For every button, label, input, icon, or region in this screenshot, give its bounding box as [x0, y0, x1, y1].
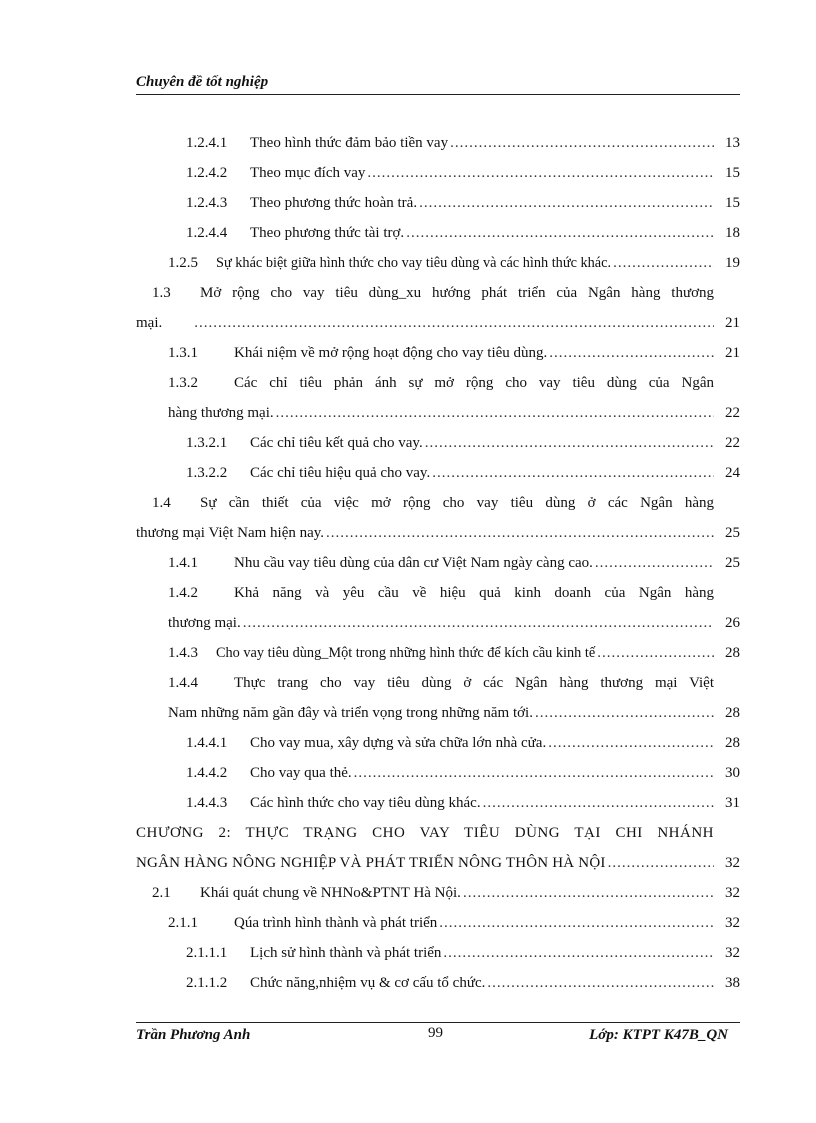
toc-entry-text-line1: Mở rộng cho vay tiêu dùng_xu hướng phát triển của Ngân hàng thương: [200, 285, 714, 301]
toc-entry-text-line1: Khả năng và yêu cầu về hiệu quả kinh doanh của Ngân hàng: [234, 585, 714, 601]
toc-entry-number: 2.1.1: [168, 915, 198, 931]
toc-entry[interactable]: [136, 218, 740, 248]
toc-entry-page: 38: [725, 975, 740, 991]
toc-entry-page: 28: [725, 645, 740, 661]
toc-leader-dots: [483, 788, 714, 818]
toc-leader-dots: [243, 608, 714, 638]
toc-entry[interactable]: [136, 158, 740, 188]
toc-entry-first-line[interactable]: [136, 278, 740, 308]
toc-entry[interactable]: [136, 908, 740, 938]
toc-entry-page: 31: [725, 795, 740, 811]
toc-entry-first-line[interactable]: [136, 368, 740, 398]
toc-entry[interactable]: [136, 308, 740, 338]
toc-entry[interactable]: [136, 338, 740, 368]
toc-entry-text: mại.: [136, 315, 163, 331]
toc-entry-text: Khái niệm về mở rộng hoạt động cho vay tiêu dùng.: [234, 345, 548, 361]
toc-leader-dots: [450, 128, 714, 158]
toc-entry-text: Theo phương thức tài trợ.: [250, 225, 405, 241]
toc-entry-text: Các chỉ tiêu kết quả cho vay.: [250, 435, 423, 451]
toc-entry[interactable]: [136, 728, 740, 758]
toc-entry[interactable]: [136, 548, 740, 578]
toc-entry-text: Qúa trình hình thành và phát triển: [234, 915, 438, 931]
toc-entry-text: Cho vay tiêu dùng_Một trong những hình thức để kích cầu kinh tế: [216, 645, 596, 661]
toc-entry-page: 22: [725, 405, 740, 421]
toc-leader-dots: [463, 878, 714, 908]
toc-entry-text: Sự khác biệt giữa hình thức cho vay tiêu dùng và các hình thức khác.: [216, 255, 612, 271]
toc-entry-number: 1.3.2.1: [186, 435, 228, 451]
toc-leader-dots: [419, 188, 714, 218]
toc-entry-text: Khái quát chung về NHNo&PTNT Hà Nội.: [200, 885, 461, 901]
toc-entry-page: 21: [725, 345, 740, 361]
page-header: [136, 74, 740, 95]
toc-leader-dots: [613, 248, 714, 278]
toc-entry-page: 15: [725, 165, 740, 181]
toc-entry[interactable]: [136, 608, 740, 638]
toc-leader-dots: [432, 458, 714, 488]
toc-entry-text: hàng thương mại.: [168, 405, 274, 421]
toc-leader-dots: [406, 218, 714, 248]
toc-entry-number: 1.3: [152, 285, 171, 301]
toc-entry-text: Theo phương thức hoàn trả.: [250, 195, 418, 211]
toc-leader-dots: [439, 908, 714, 938]
toc-entry[interactable]: [136, 878, 740, 908]
toc-entry-page: 32: [725, 885, 740, 901]
toc-entry-page: 25: [725, 555, 740, 571]
toc-entry-number: 1.3.1: [168, 345, 198, 361]
toc-entry[interactable]: [136, 938, 740, 968]
toc-chapter-text-line1: CHƯƠNG 2: THỰC TRẠNG CHO VAY TIÊU DÙNG TẠI CHI NHÁNH: [136, 825, 714, 841]
toc-entry-number: 1.2.5: [168, 255, 198, 271]
toc-entry-page: 28: [725, 735, 740, 751]
toc-entry-page: 13: [725, 135, 740, 151]
toc-entry-number: 1.2.4.3: [186, 195, 228, 211]
toc-leader-dots: [597, 638, 714, 668]
toc-entry-number: 2.1.1.1: [186, 945, 228, 961]
toc-entry-text: Nam những năm gần đây và triển vọng trong những năm tới.: [168, 705, 533, 721]
toc-entry[interactable]: [136, 188, 740, 218]
toc-entry-page: 19: [725, 255, 740, 271]
toc-entry[interactable]: [136, 968, 740, 998]
toc-entry-number: 1.3.2.2: [186, 465, 228, 481]
toc-entry-number: 2.1: [152, 885, 171, 901]
toc-entry[interactable]: [136, 398, 740, 428]
toc-entry[interactable]: [136, 638, 740, 668]
toc-entry-text: Cho vay mua, xây dựng và sửa chữa lớn nhà cửa.: [250, 735, 547, 751]
toc-leader-dots: [548, 728, 714, 758]
toc-entry-text: Chức năng,nhiệm vụ & cơ cấu tổ chức.: [250, 975, 486, 991]
footer-class-label: Lớp: KTPT K47B_QN: [589, 1027, 728, 1043]
toc-entry-number: 1.4.4: [168, 675, 198, 691]
toc-entry-page: 25: [725, 525, 740, 541]
toc-entry-number: 1.4.4.1: [186, 735, 228, 751]
toc-entry[interactable]: [136, 758, 740, 788]
toc-leader-dots: [487, 968, 714, 998]
toc-entry-page: 26: [725, 615, 740, 631]
toc-entry-number: 1.4.1: [168, 555, 198, 571]
toc-entry-first-line[interactable]: [136, 578, 740, 608]
toc-entry-page: 15: [725, 195, 740, 211]
toc-entry[interactable]: [136, 428, 740, 458]
footer-page-number: 99: [428, 1025, 443, 1041]
toc-entry-first-line[interactable]: [136, 488, 740, 518]
toc-entry-number: 1.4.4.2: [186, 765, 228, 781]
toc-entry-number: 1.3.2: [168, 375, 198, 391]
toc-leader-dots: [535, 698, 714, 728]
toc-entry-first-line[interactable]: [136, 668, 740, 698]
toc-leader-dots: [354, 758, 714, 788]
toc-leader-dots: [326, 518, 714, 548]
toc-entry-number: 1.2.4.4: [186, 225, 228, 241]
toc-chapter[interactable]: [136, 848, 740, 878]
toc-leader-dots: [367, 158, 714, 188]
table-of-contents: [136, 128, 740, 998]
toc-entry-text: thương mại Việt Nam hiện nay.: [136, 525, 325, 541]
toc-leader-dots: [194, 308, 714, 338]
toc-entry-page: 32: [725, 855, 740, 871]
toc-entry-page: 30: [725, 765, 740, 781]
toc-leader-dots: [443, 938, 714, 968]
toc-entry-text: Lịch sử hình thành và phát triển: [250, 945, 442, 961]
page-footer: [136, 1022, 740, 1044]
toc-entry-page: 28: [725, 705, 740, 721]
footer-author: Trần Phương Anh: [136, 1027, 251, 1043]
toc-entry[interactable]: [136, 518, 740, 548]
toc-entry-page: 32: [725, 945, 740, 961]
header-title: Chuyên đề tốt nghiệp: [136, 74, 269, 90]
toc-chapter-first-line[interactable]: [136, 818, 740, 848]
toc-entry-text-line1: Sự cần thiết của việc mở rộng cho vay tiêu dùng ở các Ngân hàng: [200, 495, 714, 511]
toc-entry-page: 18: [725, 225, 740, 241]
toc-leader-dots: [595, 548, 714, 578]
toc-entry[interactable]: [136, 248, 740, 278]
toc-entry[interactable]: [136, 128, 740, 158]
toc-entry-number: 1.4.2: [168, 585, 198, 601]
toc-entry-text: Theo hình thức đảm bảo tiền vay: [250, 135, 449, 151]
toc-entry-text-line1: Các chỉ tiêu phản ánh sự mở rộng cho vay tiêu dùng của Ngân: [234, 375, 714, 391]
toc-entry-number: 1.4.3: [168, 645, 198, 661]
toc-entry-text-line1: Thực trang cho vay tiêu dùng ở các Ngân hàng thương mại Việt: [234, 675, 714, 691]
toc-entry[interactable]: [136, 458, 740, 488]
toc-entry[interactable]: [136, 698, 740, 728]
toc-chapter-text: NGÂN HÀNG NÔNG NGHIỆP VÀ PHÁT TRIỂN NÔNG THÔN HÀ NỘI: [136, 855, 606, 871]
toc-entry-page: 32: [725, 915, 740, 931]
toc-leader-dots: [425, 428, 714, 458]
toc-entry-text: thương mại.: [168, 615, 241, 631]
toc-entry-text: Cho vay qua thẻ.: [250, 765, 352, 781]
toc-entry-page: 21: [725, 315, 740, 331]
toc-entry-number: 1.4.4.3: [186, 795, 228, 811]
toc-entry-text: Nhu cầu vay tiêu dùng của dân cư Việt Nam ngày càng cao.: [234, 555, 593, 571]
toc-entry-number: 1.2.4.1: [186, 135, 228, 151]
toc-leader-dots: [608, 848, 714, 878]
toc-entry[interactable]: [136, 788, 740, 818]
toc-entry-number: 1.2.4.2: [186, 165, 228, 181]
toc-entry-text: Các hình thức cho vay tiêu dùng khác.: [250, 795, 481, 811]
toc-entry-page: 24: [725, 465, 740, 481]
toc-entry-text: Các chỉ tiêu hiệu quả cho vay.: [250, 465, 431, 481]
toc-entry-number: 2.1.1.2: [186, 975, 228, 991]
toc-entry-number: 1.4: [152, 495, 171, 511]
toc-leader-dots: [549, 338, 714, 368]
toc-entry-text: Theo mục đích vay: [250, 165, 366, 181]
toc-entry-page: 22: [725, 435, 740, 451]
toc-leader-dots: [276, 398, 714, 428]
